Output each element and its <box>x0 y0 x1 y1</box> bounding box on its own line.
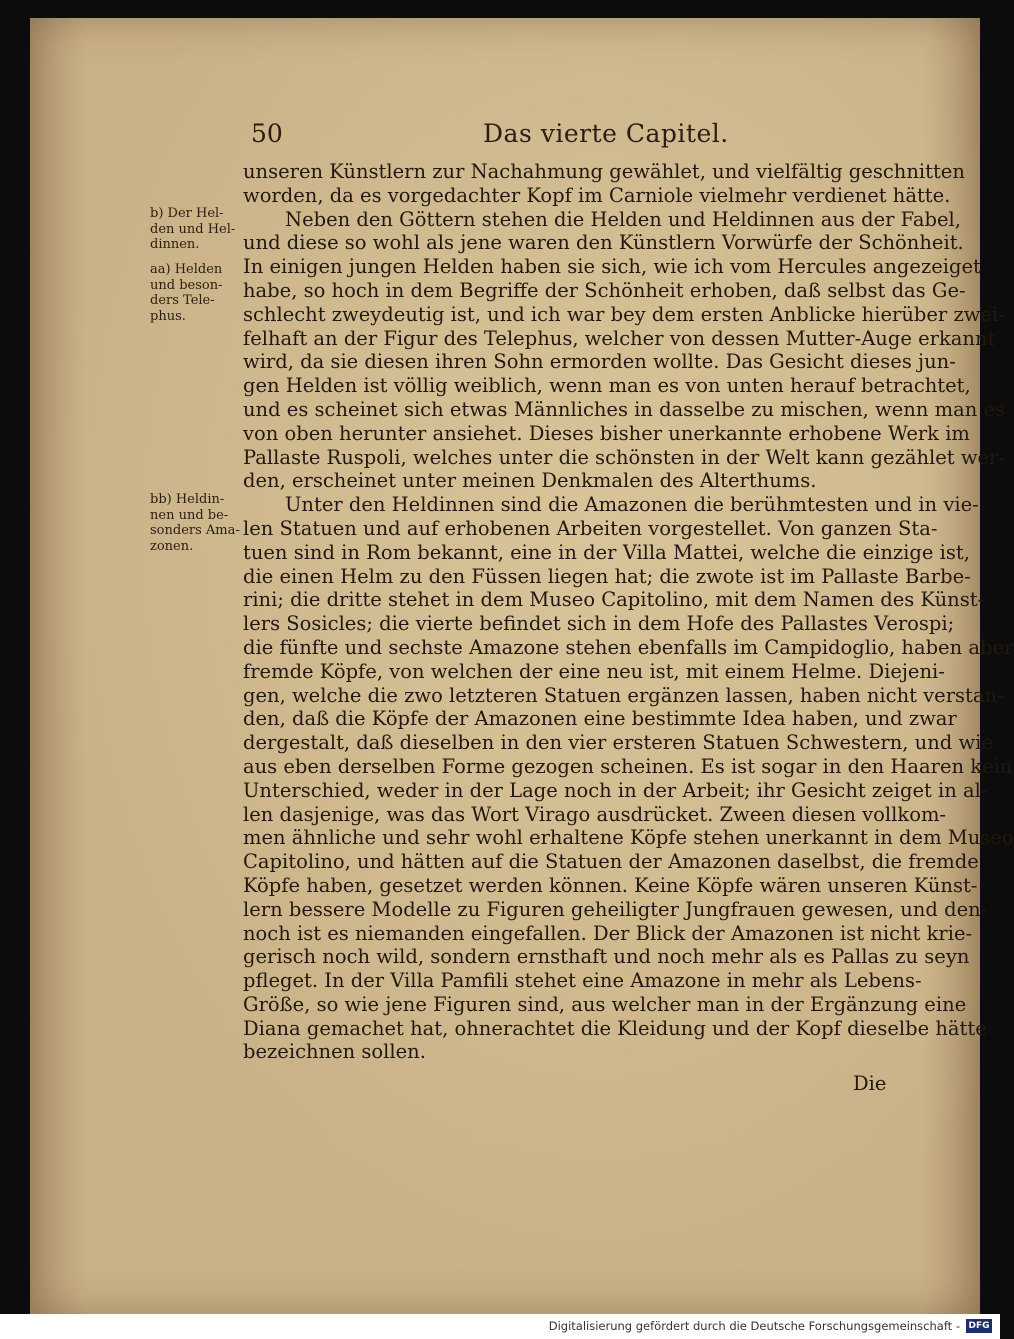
text-line: tuen sind in Rom bekannt, eine in der Villa Mattei, welche die einzige ist, <box>243 540 970 564</box>
text-line: Unter den Heldinnen sind die Amazonen die berühmtesten und in vie- <box>285 493 979 517</box>
marginal-line: b) Der Hel- <box>150 206 224 221</box>
body-text <box>243 160 1014 1064</box>
marginal-note-telephus <box>150 262 245 324</box>
text-line: bezeichnen sollen. <box>243 1040 426 1064</box>
page-header <box>243 119 908 155</box>
text-line: len dasjenige, was das Wort Virago ausdrücket. Zween diesen vollkom- <box>243 802 947 826</box>
digitization-footer <box>0 1314 1000 1339</box>
text-line: habe, so hoch in dem Begriffe der Schönheit erhoben, daß selbst das Ge- <box>243 278 966 302</box>
marginal-line: phus. <box>150 308 186 324</box>
marginal-line: sonders Ama- <box>150 523 240 538</box>
text-line: lern bessere Modelle zu Figuren geheiligter Jungfrauen gewesen, und den- <box>243 897 988 921</box>
text-line: Diana gemachet hat, ohnerachtet die Kleidung und der Kopf dieselbe hätte <box>243 1016 987 1040</box>
text-line: men ähnliche und sehr wohl erhaltene Köpfe stehen unerkannt in dem Museo <box>243 826 1014 850</box>
text-line: In einigen jungen Helden haben sie sich, wie ich vom Hercules angezeiget <box>243 255 981 279</box>
running-title: Das vierte Capitel. <box>483 119 729 148</box>
marginal-line: ders Tele- <box>150 293 215 308</box>
text-line: unseren Künstlern zur Nachahmung gewählet, und vielfältig geschnitten <box>243 160 965 183</box>
text-line: schlecht zweydeutig ist, und ich war bey dem ersten Anblicke hierüber zwei- <box>243 302 1005 326</box>
text-line: den, erscheinet unter meinen Denkmalen des Alterthums. <box>243 469 817 493</box>
marginal-note-heroes <box>150 206 245 253</box>
text-line: len Statuen und auf erhobenen Arbeiten vorgestellet. Von ganzen Sta- <box>243 516 938 540</box>
text-line: fremde Köpfe, von welchen der eine neu ist, mit einem Helme. Diejeni- <box>243 659 945 683</box>
dfg-logo: DFG <box>966 1319 992 1333</box>
marginal-line: dinnen. <box>150 237 200 252</box>
text-line: wird, da sie diesen ihren Sohn ermorden wollte. Das Gesicht dieses jun- <box>243 350 956 374</box>
text-line: Größe, so wie jene Figuren sind, aus welcher man in der Ergänzung eine <box>243 992 967 1016</box>
text-line: und es scheinet sich etwas Männliches in dasselbe zu mischen, wenn man es <box>243 397 1005 421</box>
text-line: felhaft an der Figur des Telephus, welcher von dessen Mutter-Auge erkannt <box>243 326 996 350</box>
marginal-line: nen und be- <box>150 507 229 523</box>
page-number: 50 <box>251 119 283 148</box>
text-line: gen Helden ist völlig weiblich, wenn man es von unten herauf betrachtet, <box>243 374 971 398</box>
text-line: Unterschied, weder in der Lage noch in der Arbeit; ihr Gesicht zeiget in al- <box>243 778 988 802</box>
text-line: von oben herunter ansiehet. Dieses bisher unerkannte erhobene Werk im <box>243 421 970 445</box>
text-line: den, daß die Köpfe der Amazonen eine bestimmte Idea haben, und zwar <box>243 707 957 731</box>
marginal-line: den und Hel- <box>150 221 236 237</box>
text-line: die einen Helm zu den Füssen liegen hat; die zwote ist im Pallaste Barbe- <box>243 564 971 588</box>
footer-credit: Digitalisierung gefördert durch die Deutsche Forschungsgemeinschaft - <box>548 1319 960 1333</box>
text-line: gen, welche die zwo letzteren Statuen ergänzen lassen, haben nicht verstan- <box>243 683 1004 707</box>
text-line: aus eben derselben Forme gezogen scheinen. Es ist sogar in den Haaren kein <box>243 754 1013 778</box>
text-line: die fünfte und sechste Amazone stehen ebenfalls im Campidoglio, haben aber <box>243 635 1014 659</box>
text-line: Pallaste Ruspoli, welches unter die schönsten in der Welt kann gezählet wer- <box>243 445 1005 469</box>
marginal-note-amazons <box>150 492 245 554</box>
text-line: Köpfe haben, gesetzet werden können. Keine Köpfe wären unseren Künst- <box>243 873 978 897</box>
catchword: Die <box>853 1072 887 1095</box>
text-line: Neben den Göttern stehen die Helden und Heldinnen aus der Fabel, <box>285 207 961 231</box>
text-line: rini; die dritte stehet in dem Museo Capitolino, mit dem Namen des Künst- <box>243 588 985 612</box>
text-line: dergestalt, daß dieselben in den vier ersteren Statuen Schwestern, und wie <box>243 731 993 755</box>
text-line: lers Sosicles; die vierte befindet sich in dem Hofe des Pallastes Verospi; <box>243 612 955 636</box>
marginal-line: aa) Helden <box>150 262 223 277</box>
marginal-line: bb) Heldin- <box>150 492 225 507</box>
text-line: noch ist es niemanden eingefallen. Der Blick der Amazonen ist nicht krie- <box>243 921 973 945</box>
marginal-line: und beson- <box>150 277 223 293</box>
text-line: gerisch noch wild, sondern ernsthaft und noch mehr als es Pallas zu seyn <box>243 945 970 969</box>
text-line: pfleget. In der Villa Pamfili stehet eine Amazone in mehr als Lebens- <box>243 969 922 993</box>
text-line: und diese so wohl als jene waren den Künstlern Vorwürfe der Schönheit. <box>243 231 964 255</box>
text-line: Capitolino, und hätten auf die Statuen der Amazonen daselbst, die fremde <box>243 850 979 874</box>
text-line: worden, da es vorgedachter Kopf im Carniole vielmehr verdienet hätte. <box>243 183 951 207</box>
marginal-line: zonen. <box>150 538 194 554</box>
